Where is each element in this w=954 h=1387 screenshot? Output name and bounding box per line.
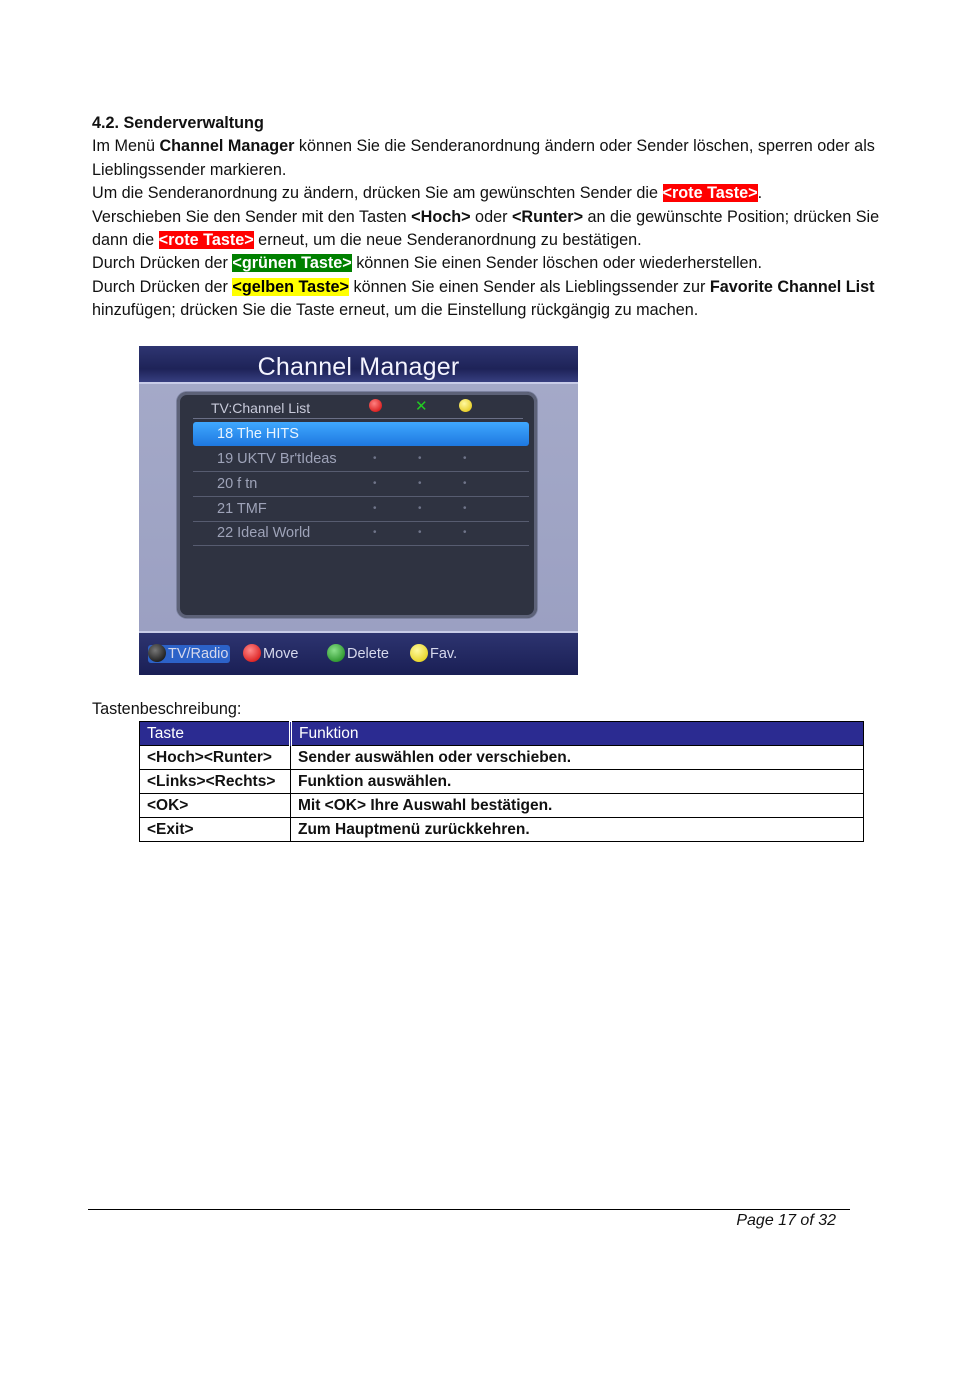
dot-icon: • <box>463 453 467 464</box>
channel-name: 18 The HITS <box>217 426 299 442</box>
text-fragment: können Sie die Senderanordnung ändern oder Sender löschen, sperren oder als Lieblingssender markieren. <box>92 137 875 179</box>
fav-button <box>410 645 457 663</box>
key-cell: <Hoch><Runter> <box>140 746 291 770</box>
yellow-ball-icon <box>410 644 428 662</box>
text-fragment: Im Menü <box>92 137 160 156</box>
green-key-highlight: <grünen Taste> <box>232 254 352 273</box>
table-row <box>140 794 864 818</box>
screenshot-title: Channel Manager <box>257 353 460 381</box>
dot-icon: • <box>373 453 377 464</box>
dot-icon: • <box>418 503 422 514</box>
yellow-key-highlight: <gelben Taste> <box>232 277 350 296</box>
channel-row <box>193 497 529 522</box>
dot-icon: • <box>373 527 377 538</box>
dot-icon: • <box>418 478 422 489</box>
table-row <box>140 770 864 794</box>
paragraph-favorite <box>92 276 882 323</box>
dot-icon: • <box>463 478 467 489</box>
key-down-term: <Runter> <box>511 207 584 226</box>
function-cell: Funktion auswählen. <box>291 770 864 794</box>
section-heading: 4.2. Senderverwaltung <box>92 114 264 132</box>
text-fragment: Verschieben Sie den Sender mit den Tasten <box>92 207 412 226</box>
move-button <box>243 645 298 663</box>
move-label: Move <box>263 646 299 662</box>
screenshot-footer <box>139 631 578 675</box>
channel-row <box>193 447 529 472</box>
footer-divider <box>88 1209 850 1210</box>
channel-row-selected <box>193 422 529 446</box>
text-fragment: hinzufügen; drücken Sie die Taste erneut, um die Einstellung rückgängig zu machen. <box>92 301 699 320</box>
delete-button <box>327 645 389 663</box>
key-cell: <OK> <box>140 794 291 818</box>
paragraph-delete <box>92 252 882 275</box>
dot-icon: • <box>463 503 467 514</box>
screenshot-header <box>139 346 578 384</box>
header-divider <box>193 418 523 419</box>
tv-radio-button <box>148 645 230 663</box>
text-fragment: erneut, um die neue Senderanordnung zu bestätigen. <box>253 231 642 250</box>
function-cell: Mit <OK> Ihre Auswahl bestätigen. <box>291 794 864 818</box>
page-number: Page 17 of 32 <box>736 1212 836 1229</box>
channel-manager-term: Channel Manager <box>159 137 295 156</box>
channel-manager-screenshot <box>139 346 578 675</box>
channel-name: 22 Ideal World <box>217 525 311 541</box>
red-lock-icon <box>369 399 382 412</box>
text-fragment: oder <box>470 207 512 226</box>
channel-row <box>193 472 529 497</box>
favorite-list-term: Favorite Channel List <box>709 277 875 296</box>
column-header-function: Funktion <box>291 722 864 746</box>
green-ball-icon <box>327 644 345 662</box>
function-cell: Sender auswählen oder verschieben. <box>291 746 864 770</box>
key-table <box>139 721 864 842</box>
table-header-row <box>140 722 864 746</box>
paragraph-intro <box>92 135 882 182</box>
red-ball-icon <box>243 644 261 662</box>
text-fragment: . <box>757 184 763 203</box>
delete-x-icon: ✕ <box>415 398 428 415</box>
favorite-smiley-icon <box>459 399 472 412</box>
text-fragment: Um die Senderanordnung zu ändern, drücken Sie am gewünschten Sender die <box>92 184 663 203</box>
key-up-term: <Hoch> <box>411 207 471 226</box>
channel-row <box>193 521 529 546</box>
fav-label: Fav. <box>430 646 458 662</box>
channel-name: 19 UKTV Br'tIdeas <box>217 451 337 467</box>
text-fragment: können Sie einen Sender löschen oder wiederherstellen. <box>351 254 763 273</box>
red-key-highlight: <rote Taste> <box>662 184 758 203</box>
dot-icon: • <box>418 453 422 464</box>
black-ball-icon <box>148 644 166 662</box>
text-fragment: an die gewünschte Position; drücken Sie dann die <box>92 207 880 250</box>
channel-list-header: TV:Channel List <box>211 400 311 416</box>
column-header-key: Taste <box>140 722 291 746</box>
dot-icon: • <box>418 527 422 538</box>
dot-icon: • <box>463 527 467 538</box>
channel-name: 20 f tn <box>217 476 258 492</box>
function-cell: Zum Hauptmenü zurückkehren. <box>291 818 864 842</box>
table-row <box>140 746 864 770</box>
channel-name: 21 TMF <box>217 501 267 517</box>
key-cell: <Exit> <box>140 818 291 842</box>
paragraph-move <box>92 206 882 253</box>
section-text <box>92 112 882 323</box>
key-description-label: Tastenbeschreibung: <box>92 700 242 718</box>
key-cell: <Links><Rechts> <box>140 770 291 794</box>
dot-icon: • <box>373 478 377 489</box>
dot-icon: • <box>373 503 377 514</box>
table-row <box>140 818 864 842</box>
text-fragment: Durch Drücken der <box>92 254 233 273</box>
paragraph-order <box>92 182 882 205</box>
red-key-highlight: <rote Taste> <box>158 231 254 250</box>
text-fragment: können Sie einen Sender als Lieblingssender zur <box>349 277 710 296</box>
delete-label: Delete <box>347 646 389 662</box>
tv-radio-label: TV/Radio <box>168 646 229 662</box>
text-fragment: Durch Drücken der <box>92 277 233 296</box>
